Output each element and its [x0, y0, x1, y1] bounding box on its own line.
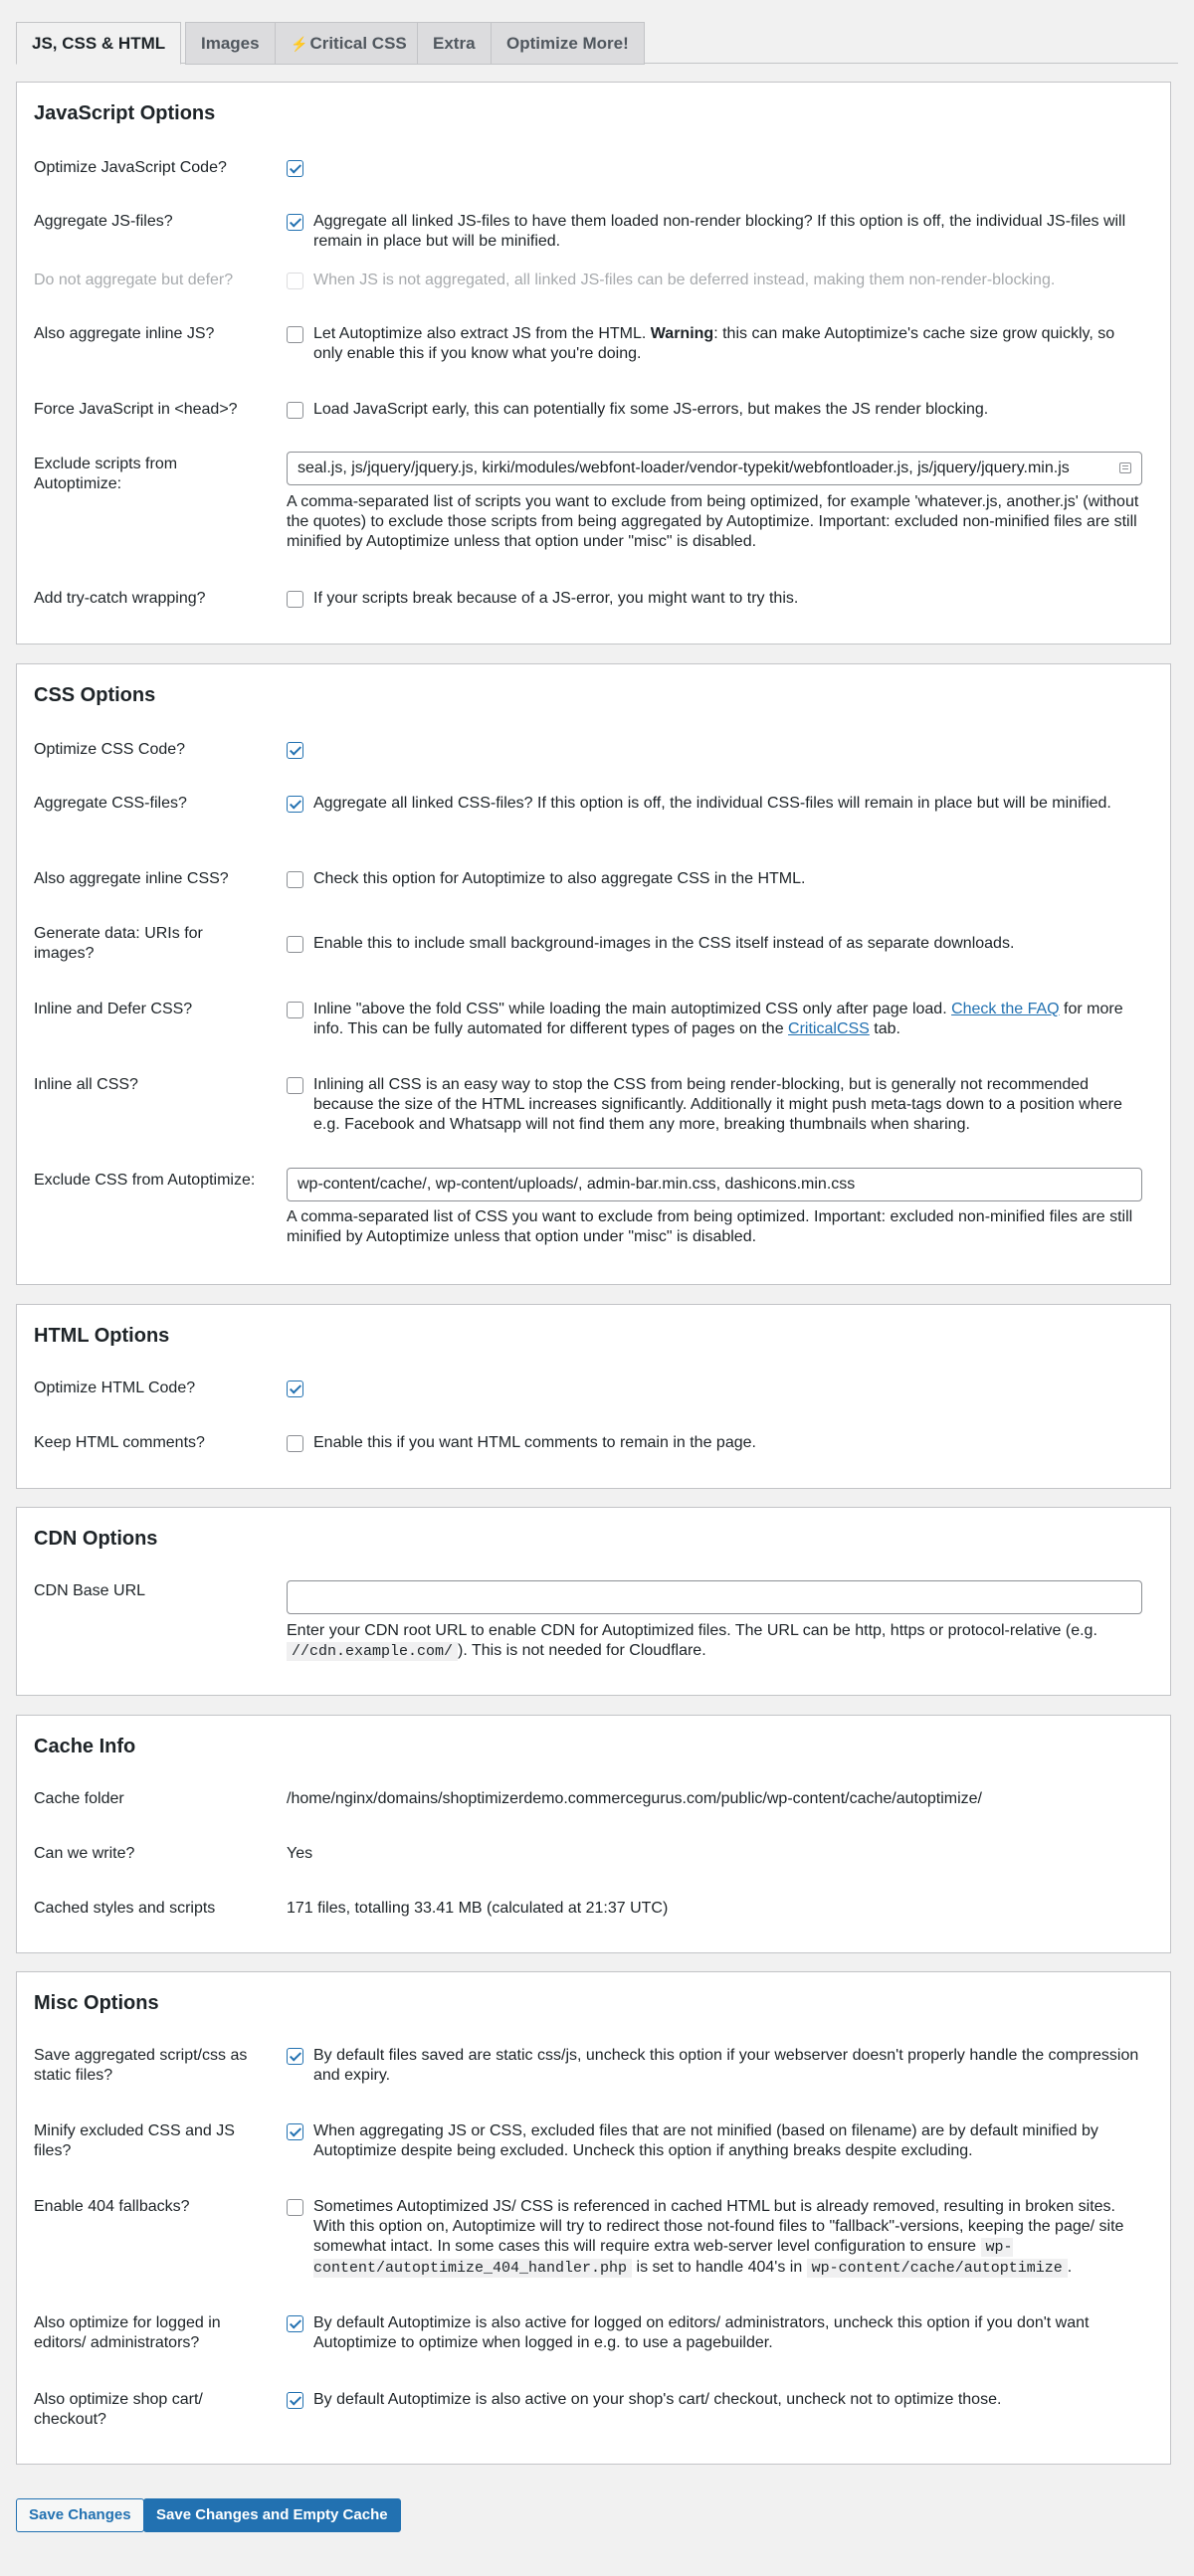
keep-comments-checkbox[interactable]: [287, 1435, 303, 1452]
logged-in-checkbox[interactable]: [287, 2315, 303, 2332]
faq-link[interactable]: Check the FAQ: [951, 1001, 1060, 1017]
tab-images[interactable]: [185, 22, 276, 65]
desc-text: Sometimes Autoptimized JS/ CSS is referenced in cached HTML but is already removed, resulting in broken sites. With this option on, Autoptimize will try to redirect those not-found files to "fallback"-versions, keeping the page/ site somewhat intact. In some cases this will require extra web-server level configuration to ensure: [313, 2198, 1124, 2255]
tab-label: Extra: [433, 34, 476, 53]
javascript-options-panel: [16, 82, 1171, 644]
shop-cart-label: Also optimize shop cart/ checkout?: [34, 2391, 203, 2428]
inline-all-css-checkbox[interactable]: [287, 1077, 303, 1094]
section-title: Misc Options: [34, 1992, 159, 2014]
cache-info-panel: [16, 1715, 1171, 1953]
data-uri-checkbox[interactable]: [287, 936, 303, 953]
defer-css-checkbox[interactable]: [287, 1002, 303, 1018]
aggregate-js-checkbox[interactable]: [287, 214, 303, 231]
tab-label: Critical CSS: [309, 34, 407, 53]
tab-label: Images: [201, 34, 260, 53]
optimize-css-label: Optimize CSS Code?: [34, 741, 186, 758]
minify-excluded-checkbox[interactable]: [287, 2123, 303, 2140]
defer-js-description: When JS is not aggregated, all linked JS-files can be deferred instead, making them non-render-blocking.: [313, 272, 1056, 288]
data-uri-description: Enable this to include small background-images in the CSS itself instead of as separate downloads.: [313, 935, 1015, 952]
tab-optimize-more[interactable]: [491, 22, 645, 65]
exclude-js-description: A comma-separated list of scripts you want to exclude from being optimized, for example 'whatever.js, another.js' (without the quotes) to exclude those scripts from being aggregated by Autoptimize. Important: excluded non-minified files are still minified by Autoptimize unless that option under "misc" is disabled.: [287, 493, 1139, 550]
desc-text: Inline "above the fold CSS" while loading the main autoptimized CSS only after page load.: [313, 1001, 952, 1017]
input-value: seal.js, js/jquery/jquery.js, kirki/modules/webfont-loader/vendor-typekit/webfontloader.js, js/jquery/jquery.min.js: [298, 460, 1070, 476]
inline-css-description: Check this option for Autoptimize to also aggregate CSS in the HTML.: [313, 870, 806, 887]
inline-all-css-label: Inline all CSS?: [34, 1076, 138, 1093]
cdn-options-panel: [16, 1507, 1171, 1696]
cached-files-value: 171 files, totalling 33.41 MB (calculated at 21:37 UTC): [287, 1900, 669, 1917]
cache-folder-value: /home/nginx/domains/shoptimizerdemo.commercegurus.com/public/wp-content/cache/autoptimize/: [287, 1790, 982, 1807]
optimize-html-checkbox[interactable]: [287, 1380, 303, 1397]
aggregate-js-label: Aggregate JS-files?: [34, 213, 173, 230]
exclude-js-input[interactable]: [287, 452, 1142, 485]
optimize-js-checkbox[interactable]: [287, 160, 303, 177]
keep-comments-description: Enable this if you want HTML comments to remain in the page.: [313, 1434, 756, 1451]
tab-js-css-html[interactable]: [16, 22, 181, 65]
desc-text: Enter your CDN root URL to enable CDN for Autoptimized files. The URL can be http, https or protocol-relative (e.g.: [287, 1622, 1097, 1639]
settings-tabs: [16, 22, 1178, 64]
keep-comments-label: Keep HTML comments?: [34, 1434, 205, 1451]
logged-in-label: Also optimize for logged in editors/ administrators?: [34, 2314, 221, 2351]
fallback-label: Enable 404 fallbacks?: [34, 2198, 190, 2215]
inline-css-checkbox[interactable]: [287, 871, 303, 888]
css-options-panel: [16, 663, 1171, 1285]
static-files-label: Save aggregated script/css as static files?: [34, 2047, 248, 2084]
cache-folder-label: Cache folder: [34, 1790, 124, 1807]
defer-css-description: [313, 1000, 1147, 1039]
html-options-panel: [16, 1304, 1171, 1489]
inline-js-label: Also aggregate inline JS?: [34, 325, 215, 342]
try-catch-description: If your scripts break because of a JS-error, you might want to try this.: [313, 590, 799, 607]
input-value: wp-content/cache/, wp-content/uploads/, admin-bar.min.css, dashicons.min.css: [298, 1176, 856, 1193]
save-changes-button[interactable]: Save Changes: [16, 2498, 144, 2532]
can-write-label: Can we write?: [34, 1845, 135, 1862]
section-title: CSS Options: [34, 684, 156, 706]
aggregate-js-description: Aggregate all linked JS-files to have them loaded non-render blocking? If this option is off, the individual JS-files will remain in place but will be minified.: [313, 213, 1126, 250]
aggregate-css-description: Aggregate all linked CSS-files? If this option is off, the individual CSS-files will remain in place but will be minified.: [313, 795, 1111, 812]
section-title: JavaScript Options: [34, 102, 216, 124]
desc-text: is set to handle 404's in: [632, 2259, 807, 2276]
save-and-empty-cache-button[interactable]: Save Changes and Empty Cache: [143, 2498, 401, 2532]
bolt-icon: ⚡: [291, 36, 308, 52]
exclude-js-label: Exclude scripts from Autoptimize:: [34, 456, 178, 492]
optimize-css-checkbox[interactable]: [287, 742, 303, 759]
inline-js-description: [313, 324, 1147, 364]
desc-text: for more info. This can be fully automated for different types of pages on the: [313, 1001, 1123, 1037]
desc-text: tab.: [869, 1020, 900, 1037]
static-files-checkbox[interactable]: [287, 2048, 303, 2065]
cached-files-label: Cached styles and scripts: [34, 1900, 216, 1917]
defer-css-label: Inline and Defer CSS?: [34, 1001, 193, 1017]
tab-label: Optimize More!: [506, 34, 629, 53]
fallback-description: [313, 2197, 1147, 2279]
cdn-base-description: [287, 1621, 1152, 1662]
misc-options-panel: [16, 1971, 1171, 2465]
warning-text: Warning: [650, 325, 714, 342]
try-catch-label: Add try-catch wrapping?: [34, 590, 206, 607]
cdn-base-input[interactable]: [287, 1580, 1142, 1614]
desc-text: .: [1067, 2259, 1073, 2276]
section-title: Cache Info: [34, 1736, 136, 1757]
cache-path-code: wp-content/cache/autoptimize: [807, 2259, 1068, 2278]
minify-excluded-description: When aggregating JS or CSS, excluded files that are not minified (based on filename) are by default minified by Autoptimize despite being excluded. Uncheck this option if anything breaks despite excluding.: [313, 2122, 1098, 2159]
optimize-js-label: Optimize JavaScript Code?: [34, 159, 227, 176]
tab-critical-css[interactable]: [275, 22, 423, 65]
inline-css-label: Also aggregate inline CSS?: [34, 870, 229, 887]
optimize-html-label: Optimize HTML Code?: [34, 1380, 196, 1396]
desc-text: Let Autoptimize also extract JS from the HTML.: [313, 325, 651, 342]
exclude-css-description: A comma-separated list of CSS you want to exclude from being optimized. Important: excluded non-minified files are still minified by Autoptimize unless that option under "misc" is disabled.: [287, 1208, 1133, 1245]
fallback-checkbox[interactable]: [287, 2199, 303, 2216]
inline-js-checkbox[interactable]: [287, 326, 303, 343]
logged-in-description: By default Autoptimize is also active for logged on editors/ administrators, uncheck this option if you don't want Autoptimize to optimize when logged in e.g. to use a pagebuilder.: [313, 2314, 1090, 2351]
data-uri-label: Generate data: URIs for images?: [34, 925, 203, 962]
criticalcss-link[interactable]: CriticalCSS: [788, 1020, 870, 1037]
shop-cart-checkbox[interactable]: [287, 2392, 303, 2409]
cdn-base-label: CDN Base URL: [34, 1582, 146, 1599]
force-head-checkbox[interactable]: [287, 402, 303, 419]
exclude-css-label: Exclude CSS from Autoptimize:: [34, 1172, 256, 1189]
tab-extra[interactable]: [417, 22, 492, 65]
example-code: //cdn.example.com/: [287, 1642, 458, 1661]
inline-all-css-description: Inlining all CSS is an easy way to stop the CSS from being render-blocking, but is generally not recommended because the size of the HTML increases significantly. Additionally it might push meta-tags down to a position where e.g. Facebook and Whatsapp will not find them any more, breaking thumbnails when sharing.: [313, 1076, 1122, 1133]
force-head-description: Load JavaScript early, this can potentially fix some JS-errors, but makes the JS render blocking.: [313, 401, 989, 418]
aggregate-css-checkbox[interactable]: [287, 796, 303, 813]
desc-text: : this can make Autoptimize's cache size grow quickly, so only enable this if you know what you're doing.: [313, 325, 1115, 362]
defer-js-checkbox: [287, 273, 303, 289]
static-files-description: By default files saved are static css/js, uncheck this option if your webserver doesn't properly handle the compression and expiry.: [313, 2047, 1139, 2084]
desc-text: ). This is not needed for Cloudflare.: [458, 1642, 706, 1659]
minify-excluded-label: Minify excluded CSS and JS files?: [34, 2122, 235, 2159]
handler-path-code: wp-content/autoptimize_404_handler.php: [313, 2239, 1013, 2277]
tab-label: JS, CSS & HTML: [32, 34, 166, 53]
shop-cart-description: By default Autoptimize is also active on your shop's cart/ checkout, uncheck not to optimize those.: [313, 2391, 1002, 2408]
aggregate-css-label: Aggregate CSS-files?: [34, 795, 187, 812]
autofill-icon[interactable]: [1119, 462, 1131, 473]
force-head-label: Force JavaScript in <head>?: [34, 401, 238, 418]
section-title: HTML Options: [34, 1325, 170, 1347]
section-title: CDN Options: [34, 1528, 158, 1550]
defer-js-label: Do not aggregate but defer?: [34, 272, 234, 288]
try-catch-checkbox[interactable]: [287, 591, 303, 608]
exclude-css-input[interactable]: [287, 1168, 1142, 1201]
can-write-value: Yes: [287, 1845, 313, 1862]
